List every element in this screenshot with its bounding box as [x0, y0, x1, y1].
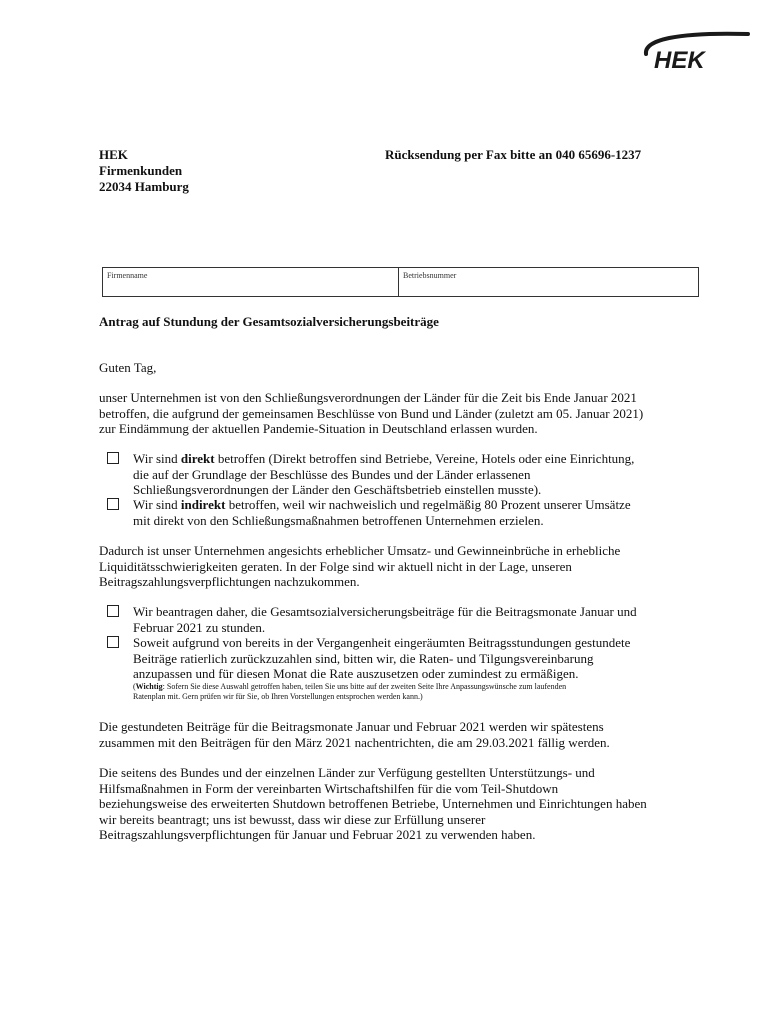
emphasis-indirect: indirekt — [180, 497, 226, 512]
fax-note: Rücksendung per Fax bitte an 040 65696-1237 — [385, 147, 642, 162]
text: Die gestundeten Beiträge für die Beitragsmonate Januar und Februar 2021 werden wir spätestens — [99, 719, 604, 734]
text: mit direkt von den Schließungsmaßnahmen betroffenen Unternehmen erzielen. — [133, 512, 544, 528]
company-number-label: Betriebsnummer — [403, 271, 457, 280]
option-direct-text — [133, 451, 634, 498]
text: Dadurch ist unser Unternehmen angesichts erheblicher Umsatz- und Gewinneinbrüche in erhebliche — [99, 543, 621, 558]
note-emphasis: Wichtig — [135, 681, 163, 691]
text: betroffen (Direkt betroffen sind Betriebe, Vereine, Hotels oder eine Einrichtung, — [214, 451, 635, 466]
option-installment-text — [133, 635, 630, 703]
text: Beitragszahlungsverpflichtungen nachzukommen. — [99, 574, 360, 589]
intro-paragraph — [99, 390, 643, 437]
company-name-label: Firmenname — [107, 271, 148, 280]
text: : Sofern Sie diese Auswahl getroffen haben, teilen Sie uns bitte auf der zweiten Seite Ihre Anpassungswünsche zum laufenden — [162, 681, 567, 691]
text: betroffen, weil wir nachweislich und regelmäßig 80 Prozent unserer Umsätze — [225, 497, 631, 512]
address-line-3: 22034 Hamburg — [99, 179, 189, 194]
text: Wir sind — [133, 451, 181, 466]
company-name-field[interactable] — [103, 268, 399, 296]
text: beziehungsweise des erweiterten Shutdown betroffenen Betriebe, Unternehmen und Einrichtungen haben — [99, 796, 647, 811]
liquidity-paragraph — [99, 543, 620, 590]
hek-logo — [636, 28, 752, 78]
text: Hilfsmaßnahmen in Form der vereinbarten Wirtschaftshilfen für die vom Teil-Shutdown — [99, 780, 559, 796]
text: Die seitens des Bundes und der einzelnen Länder zur Verfügung gestellten Unterstützungs- und — [99, 765, 595, 780]
company-number-field[interactable] — [399, 268, 698, 296]
option-indirect-text — [133, 497, 631, 528]
checkbox-direct[interactable] — [107, 452, 119, 464]
text: Wir beantragen daher, die Gesamtsozialversicherungsbeiträge für die Beitragsmonate Januar und — [133, 604, 637, 619]
important-note-line: Ratenplan mit. Gern prüfen wir für Sie, ob Ihren Vorstellungen entsprochen werden kann.) — [133, 692, 423, 701]
support-paragraph — [99, 765, 647, 843]
subject-line: Antrag auf Stundung der Gesamtsozialversicherungsbeiträge — [99, 314, 439, 329]
repayment-paragraph — [99, 719, 610, 750]
text: Wir sind — [133, 497, 181, 512]
hek-logo-mark — [636, 28, 752, 78]
text: die auf der Grundlage der Beschlüsse des Bundes und der Länder erlassenen — [133, 466, 531, 482]
intro-line: zur Eindämmung der aktuellen Pandemie-Situation in Deutschland erlassen wurden. — [99, 421, 538, 436]
text: anzupassen und für diesen Monat die Rate auszusetzen oder zumindest zu ermäßigen. — [133, 666, 579, 681]
logo-text: HEK — [654, 47, 705, 74]
company-fields — [102, 267, 699, 297]
text: Schließungsverordnungen der Länder den Geschäftsbetrieb einstellen musste). — [133, 482, 542, 497]
text: wir bereits beantragt; uns ist bewusst, dass wir diese zur Erfüllung unserer — [99, 811, 486, 827]
text: Liquiditätsschwierigkeiten geraten. In der Folge sind wir aktuell nicht in der Lage, unseren — [99, 558, 572, 574]
text: Beiträge ratierlich zurückzuzahlen sind, bitten wir, die Raten- und Tilgungsvereinbarung — [133, 650, 594, 666]
greeting: Guten Tag, — [99, 360, 157, 375]
text: Soweit aufgrund von bereits in der Vergangenheit eingeräumten Beitragsstundungen gestundete — [133, 635, 631, 650]
text: Beitragszahlungsverpflichtungen für Januar und Februar 2021 zu verwenden haben. — [99, 827, 536, 842]
intro-line: unser Unternehmen ist von den Schließungsverordnungen der Länder für die Zeit bis Ende Januar 2021 — [99, 390, 637, 405]
important-note: (Wichtig: Sofern Sie diese Auswahl getroffen haben, teilen Sie uns bitte auf der zweiten Seite Ihre Anpassungswünsche zum laufenden — [133, 681, 567, 691]
text: zusammen mit den Beiträgen für den März 2021 nachentrichten, die am 29.03.2021 fällig werden. — [99, 734, 610, 750]
intro-line: betroffen, die aufgrund der gemeinsamen Beschlüsse von Bund und Länder (zuletzt am 05. Januar 2021) — [99, 405, 644, 421]
address-line-2: Firmenkunden — [99, 163, 183, 178]
option-deferral-text — [133, 604, 637, 635]
address-line-1: HEK — [99, 147, 128, 162]
checkbox-indirect[interactable] — [107, 498, 119, 510]
text: Februar 2021 zu stunden. — [133, 619, 266, 635]
recipient-address — [99, 147, 189, 195]
checkbox-deferral[interactable] — [107, 605, 119, 617]
checkbox-installment[interactable] — [107, 636, 119, 648]
emphasis-direct: direkt — [180, 451, 215, 466]
